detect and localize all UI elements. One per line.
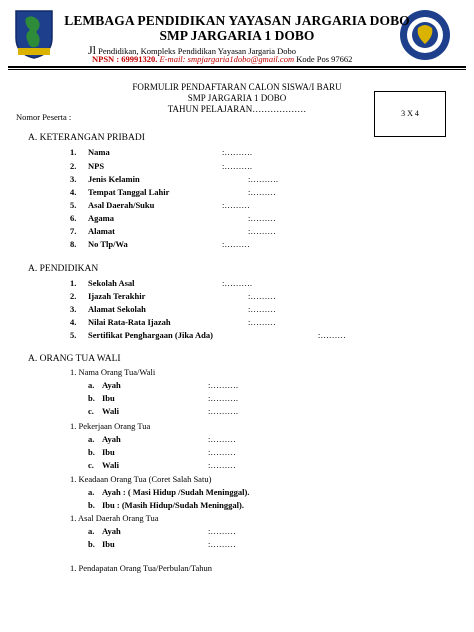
address-prefix: Jl [88,43,97,57]
field-label-nps: NPS [88,161,105,171]
field-blank-alamat[interactable]: :……… [248,226,276,236]
field-num: 3. [70,174,77,184]
item-letter: a. [88,434,95,444]
section-title-orang-tua: A. ORANG TUA WALI [28,354,121,364]
blank-pekerjaan-ayah[interactable]: :……… [208,434,236,444]
blank-nama-wali[interactable]: :………. [208,406,238,416]
field-label-ijazah: Ijazah Terakhir [88,291,146,301]
address-text: Pendidikan, Kompleks Pendidikan Yayasan Jargaria Dobo [98,46,297,56]
form-year: TAHUN PELAJARAN……………… [167,104,307,114]
subsection-keadaan: 1. Keadaan Orang Tua (Coret Salah Satu) [70,474,212,484]
email-link[interactable]: smpjargaria1dobo@gmail.com [187,54,295,64]
field-blank-sekolah-asal[interactable]: :………. [222,278,252,288]
field-blank-asal-daerah[interactable]: :……… [222,200,250,210]
label-ayah: Ayah [102,380,121,390]
field-num: 1. [70,147,77,157]
blank-pekerjaan-ibu[interactable]: :……… [208,447,236,457]
blank-nama-ibu[interactable]: :………. [208,393,238,403]
school-name-line2: SMP JARGARIA 1 DOBO [159,28,315,43]
label-wali: Wali [102,406,120,416]
subsection-pekerjaan: 1. Pekerjaan Orang Tua [70,421,151,431]
field-label-no-tlp: No Tlp/Wa [88,239,128,249]
field-blank-nama[interactable]: :………. [222,147,252,157]
subsection-asal-daerah: 1. Asal Daerah Orang Tua [70,513,159,523]
label-keadaan-ayah: Ayah : ( Masi Hidup /Sudah Meninggal). [102,487,250,497]
field-blank-ijazah[interactable]: :……… [248,291,276,301]
field-blank-jenis-kelamin[interactable]: :………. [248,174,278,184]
section-title-pendidikan: A. PENDIDIKAN [28,264,99,274]
field-label-agama: Agama [88,213,114,223]
label-ibu: Ibu [102,447,115,457]
blank-pekerjaan-wali[interactable]: :……… [208,460,236,470]
field-label-jenis-kelamin: Jenis Kelamin [88,174,140,184]
npsn-line: NPSN : 69991320. E-mail: smpjargaria1dobo@gmail.com Kode Pos 97662 [92,54,353,64]
section-title-pribadi: A. KETERANGAN PRIBADI [28,133,145,143]
field-num: 5. [70,200,77,210]
field-num: 4. [70,317,77,327]
field-blank-sertifikat[interactable]: :……… [318,330,346,340]
field-blank-alamat-sekolah[interactable]: :……… [248,304,276,314]
item-letter: b. [88,393,95,403]
nomor-peserta: Nomor Peserta : [16,112,72,122]
label-ibu: Ibu [102,539,115,549]
field-num: 6. [70,213,77,223]
field-num: 2. [70,161,77,171]
subsection-pendapatan: 1. Pendapatan Orang Tua/Perbulan/Tahun [70,563,212,573]
field-label-sertifikat: Sertifikat Penghargaan (Jika Ada) [88,330,213,340]
blank-asal-ibu[interactable]: :……… [208,539,236,549]
label-wali: Wali [102,460,120,470]
field-label-alamat: Alamat [88,226,115,236]
header-rule-thin [8,69,466,70]
field-label-alamat-sekolah: Alamat Sekolah [88,304,146,314]
field-num: 4. [70,187,77,197]
item-letter: b. [88,447,95,457]
header-rule [8,66,466,68]
field-label-asal-daerah: Asal Daerah/Suku [88,200,155,210]
postal-code: Kode Pos 97662 [296,54,353,64]
photo-box [374,91,446,137]
label-keadaan-ibu: Ibu : (Masih Hidup/Sudah Meninggal). [102,500,244,510]
blank-nama-ayah[interactable]: :………. [208,380,238,390]
field-label-nama: Nama [88,147,110,157]
field-blank-ttl[interactable]: :……… [248,187,276,197]
item-letter: c. [88,406,94,416]
blank-asal-ayah[interactable]: :……… [208,526,236,536]
label-ibu: Ibu [102,393,115,403]
form-school: SMP JARGARIA 1 DOBO [187,93,287,103]
school-name-line1: LEMBAGA PENDIDIKAN YAYASAN JARGARIA DOBO [64,13,410,28]
field-num: 3. [70,304,77,314]
item-letter: b. [88,539,95,549]
photo-size-label: 3 X 4 [401,109,419,118]
subsection-nama-orang-tua: 1. Nama Orang Tua/Wali [70,367,156,377]
field-blank-nilai[interactable]: :……… [248,317,276,327]
form-title: FORMULIR PENDAFTARAN CALON SISWA/I BARU [132,82,342,92]
item-letter: a. [88,380,95,390]
field-label-sekolah-asal: Sekolah Asal [88,278,135,288]
field-num: 8. [70,239,77,249]
npsn: NPSN : 69991320. [92,54,158,64]
field-num: 2. [70,291,77,301]
field-num: 5. [70,330,77,340]
field-blank-nps[interactable]: :………. [222,161,252,171]
field-blank-no-tlp[interactable]: :……… [222,239,250,249]
field-num: 7. [70,226,77,236]
field-num: 1. [70,278,77,288]
item-letter: b. [88,500,95,510]
field-label-nilai: Nilai Rata-Rata Ijazah [88,317,171,327]
email-label: E-mail [159,54,183,64]
label-ayah: Ayah [102,526,121,536]
label-ayah: Ayah [102,434,121,444]
item-letter: a. [88,526,95,536]
item-letter: a. [88,487,95,497]
field-label-ttl: Tempat Tanggal Lahir [88,187,170,197]
field-blank-agama[interactable]: :……… [248,213,276,223]
item-letter: c. [88,460,94,470]
